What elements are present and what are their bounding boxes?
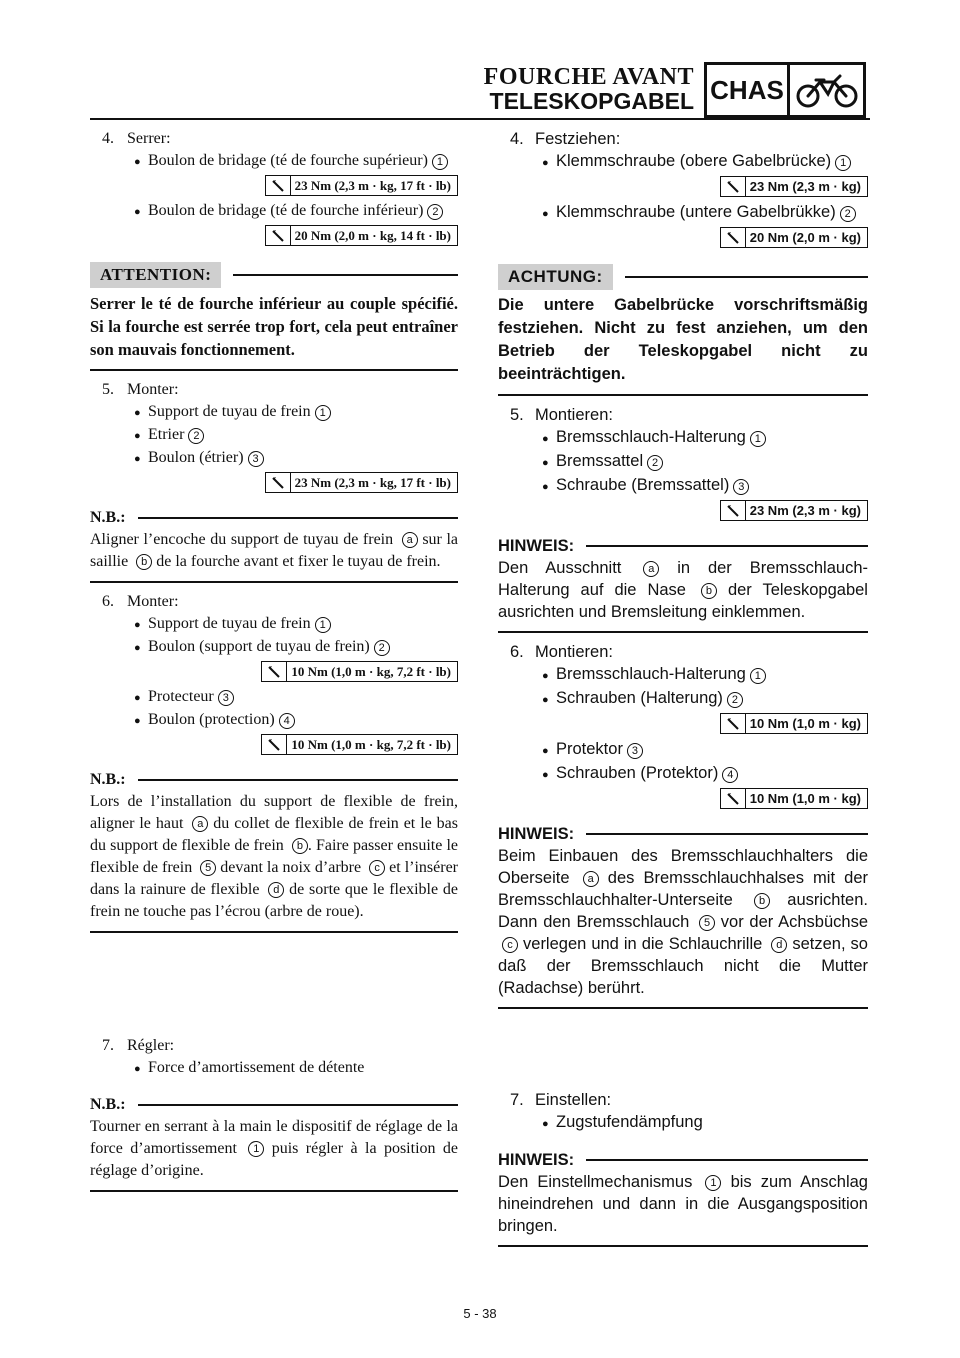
section-title-fr: FOURCHE AVANT — [483, 64, 694, 90]
note-text: Den Ausschnitt a in der Bremsschlauch-Halterung auf die Nase b der Teleskopgabel ausrichten und Bremsleitung einklemmen. — [498, 559, 868, 621]
caution-heading: ATTENTION: — [90, 262, 458, 288]
column-german — [498, 128, 868, 1247]
note-heading: N.B.: — [90, 769, 458, 791]
note-heading: HINWEIS: — [498, 535, 868, 557]
list-item: ● Boulon (protection) 4 — [134, 709, 458, 732]
list-item: ● Zugstufendämpfung — [542, 1113, 703, 1131]
note-text: Tourner en serrant à la main le dispositif de réglage de la force d’amortissement 1 puis régler à la position de réglage d’origine. — [90, 1118, 459, 1179]
list-item: ● Boulon (support de tuyau de frein) 2 — [134, 636, 458, 659]
note-text: Den Einstellmechanismus 1 bis zum Anschlag hineindrehen und dann in die Ausgangsposition bringen. — [498, 1173, 868, 1235]
list-item: ● Bremsschlauch-Halterung 1 — [542, 426, 868, 450]
step-5: 5. Monter: — [102, 381, 179, 398]
torque-spec: 10 Nm (1,0 m · kg) — [720, 713, 868, 734]
wrench-icon — [721, 501, 746, 520]
list-item: ● Bremsschlauch-Halterung 1 — [542, 663, 868, 687]
list-item: ● Boulon de bridage (té de fourche supérieur) 1 — [134, 150, 458, 173]
list-item: ● Support de tuyau de frein 1 — [134, 613, 458, 636]
torque-spec: 20 Nm (2,0 m · kg, 14 ft · lb) — [265, 225, 458, 246]
note-heading: N.B.: — [90, 1094, 458, 1116]
list-item: ● Protecteur 3 — [134, 686, 458, 709]
header-rule — [90, 118, 870, 120]
list-item: ● Klemmschraube (obere Gabelbrücke) 1 — [542, 150, 868, 174]
wrench-icon — [262, 662, 287, 681]
step-4: 4. Serrer: — [102, 130, 171, 147]
step-6: 6. Monter: — [102, 593, 179, 610]
motorcycle-icon — [790, 65, 863, 115]
wrench-icon — [721, 714, 746, 733]
section-title-de: TELESKOPGABEL — [489, 88, 694, 114]
list-item: ● Force d’amortissement de détente — [134, 1059, 365, 1076]
torque-spec: 20 Nm (2,0 m · kg) — [720, 227, 868, 248]
chapter-label: CHAS — [707, 65, 790, 115]
wrench-icon — [721, 177, 746, 196]
list-item: ● Boulon (étrier) 3 — [134, 447, 458, 470]
step-7: 7. Régler: — [102, 1037, 175, 1054]
list-item: ● Bremssattel 2 — [542, 450, 868, 474]
note-text: Aligner l’encoche du support de tuyau de frein a sur la saillie b de la fourche avant et fixer le tuyau de frein. — [90, 531, 459, 570]
torque-spec: 10 Nm (1,0 m · kg) — [720, 788, 868, 809]
list-item: ● Support de tuyau de frein 1 — [134, 401, 458, 424]
wrench-icon — [721, 228, 746, 247]
wrench-icon — [266, 473, 291, 492]
note-text: Lors de l’installation du support de flexible de frein, aligner le haut a du collet de flexible de frein et le bas du support de flexible de frein b . Faire passer ensuite le flexible de frein 5 devant la noix d’arbre c et l’insérer dans la rainure de flexible d de sorte que le flexible de frein ne touche pas l’écrou (arbre de roue). — [90, 793, 459, 920]
caution-heading: ACHTUNG: — [498, 264, 868, 290]
torque-spec: 10 Nm (1,0 m · kg, 7,2 ft · lb) — [261, 661, 458, 682]
wrench-icon — [721, 789, 746, 808]
torque-spec: 23 Nm (2,3 m · kg) — [720, 500, 868, 521]
note-heading: HINWEIS: — [498, 1149, 868, 1171]
torque-spec: 10 Nm (1,0 m · kg, 7,2 ft · lb) — [261, 734, 458, 755]
note-heading: HINWEIS: — [498, 823, 868, 845]
list-item: ● Schraube (Bremssattel) 3 — [542, 474, 868, 498]
step-4: 4. Festziehen: — [510, 130, 621, 148]
step-7: 7. Einstellen: — [510, 1091, 612, 1109]
list-item: ● Schrauben (Protektor) 4 — [542, 762, 868, 786]
wrench-icon — [266, 176, 291, 195]
torque-spec: 23 Nm (2,3 m · kg, 17 ft · lb) — [265, 472, 458, 493]
torque-spec: 23 Nm (2,3 m · kg) — [720, 176, 868, 197]
note-text: Beim Einbauen des Bremsschlauchhalters die Oberseite a des Bremsschlauchhalses mit der Bremsschlauchhalter-Unterseite b ausrichten. Dann den Bremsschlauch 5 vor der Achsbüchse c verlegen und in die Schlauchrille d setzen, so daß der Bremsschlauch nicht die Mutter (Radachse) berührt. — [498, 847, 868, 997]
page-header — [483, 60, 870, 122]
wrench-icon — [266, 226, 291, 245]
torque-spec: 23 Nm (2,3 m · kg, 17 ft · lb) — [265, 175, 458, 196]
step-5: 5. Montieren: — [510, 406, 613, 424]
note-heading: N.B.: — [90, 507, 458, 529]
column-french — [90, 128, 458, 1192]
page-number: 5 - 38 — [463, 1306, 497, 1321]
wrench-icon — [262, 735, 287, 754]
list-item: ● Protektor 3 — [542, 738, 868, 762]
list-item: ● Klemmschraube (untere Gabelbrükke) 2 — [542, 201, 868, 225]
list-item: ● Boulon de bridage (té de fourche inférieur) 2 — [134, 200, 458, 223]
caution-text: Die untere Gabelbrücke vorschriftsmäßig festziehen. Nicht zu fest anziehen, um den Betrieb der Teleskopgabel nicht zu beeinträchtigen. — [498, 296, 868, 383]
caution-text: Serrer le té de fourche inférieur au couple spécifié. Si la fourche est serrée trop fort, cela peut entraîner son mauvais fonctionnement. — [90, 294, 458, 359]
step-6: 6. Montieren: — [510, 643, 613, 661]
list-item: ● Schrauben (Halterung) 2 — [542, 687, 868, 711]
list-item: ● Etrier 2 — [134, 424, 458, 447]
chapter-badge — [704, 62, 866, 118]
